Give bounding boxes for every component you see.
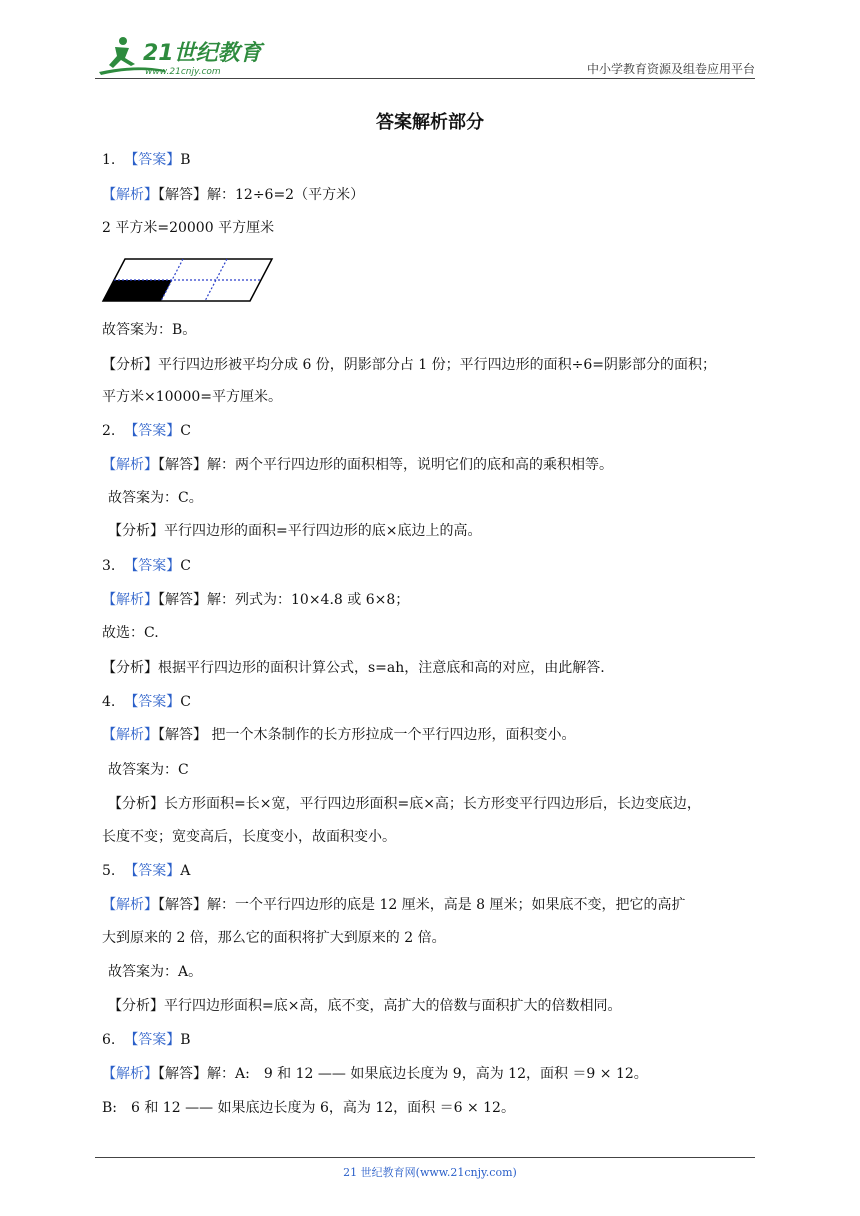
text-line: 【分析】平行四边形面积=底×高，底不变，高扩大的倍数与面积扩大的倍数相同。 <box>108 998 622 1014</box>
answer-line-6 <box>102 1030 191 1050</box>
analysis-tag: 【解析】 <box>102 727 158 743</box>
logo-text: 21世纪教育 <box>143 41 262 66</box>
logo-url: www.21cnjy.com <box>145 67 221 77</box>
analysis-tag: 【解析】 <box>102 592 158 608</box>
analysis-tag: 【解析】 <box>102 457 158 473</box>
text-line: 【分析】长方形面积=长×宽，平行四边形面积=底×高；长方形变平行四边形后，长边变底边， <box>108 796 701 812</box>
answer-tag: 【答案】 <box>124 558 181 574</box>
analysis-text: 【解答】解：列式为：10×4.8 或 6×8； <box>158 592 410 608</box>
text-line: 故答案为：C <box>108 762 189 778</box>
answer-value: B <box>180 152 191 168</box>
answer-value: C <box>180 694 191 710</box>
text-line: 故选：C. <box>102 625 159 641</box>
text-line: 2 平方米=20000 平方厘米 <box>102 220 275 236</box>
question-number: 1. <box>102 152 116 168</box>
text-line: B: 6 和 12 —— 如果底边长度为 6，高为 12，面积 ＝6 × 12。 <box>102 1100 515 1116</box>
analysis-tag: 【解析】 <box>102 187 158 203</box>
analysis-tag: 【解析】 <box>102 1066 158 1082</box>
answer-line-2 <box>102 421 191 441</box>
header-divider <box>95 78 755 79</box>
analysis-line <box>102 1064 648 1084</box>
answer-line-1 <box>102 150 191 170</box>
answer-value: A <box>180 863 191 879</box>
analysis-text: 【解答】解：12÷6=2（平方米） <box>158 187 365 203</box>
analysis-text: 【解答】解：一个平行四边形的底是 12 厘米，高是 8 厘米；如果底不变，把它的高扩 <box>158 897 686 913</box>
text-line: 【分析】平行四边形的面积=平行四边形的底×底边上的高。 <box>108 523 482 539</box>
page-title: 答案解析部分 <box>376 112 484 133</box>
site-logo <box>95 34 295 78</box>
question-number: 3. <box>102 558 116 574</box>
answer-tag: 【答案】 <box>124 1032 181 1048</box>
answer-tag: 【答案】 <box>124 863 181 879</box>
text-line: 【分析】平行四边形被平均分成 6 份，阴影部分占 1 份；平行四边形的面积÷6=阴影部分的面积； <box>102 357 716 373</box>
analysis-line <box>102 185 364 205</box>
answer-tag: 【答案】 <box>124 423 181 439</box>
text-line: 故答案为：C。 <box>108 490 203 506</box>
shaded-part <box>103 280 172 301</box>
answer-line-5 <box>102 861 190 881</box>
question-number: 4. <box>102 694 116 710</box>
analysis-line <box>102 590 409 610</box>
text-line: 故答案为：B。 <box>102 322 197 338</box>
text-line: 【分析】根据平行四边形的面积计算公式，s=ah，注意底和高的对应，由此解答. <box>102 660 605 676</box>
analysis-line <box>102 455 613 475</box>
answer-tag: 【答案】 <box>124 694 181 710</box>
parallelogram-figure <box>100 255 275 305</box>
analysis-text: 【解答】 把一个木条制作的长方形拉成一个平行四边形，面积变小。 <box>158 727 576 743</box>
answer-line-4 <box>102 692 191 712</box>
question-number: 6. <box>102 1032 116 1048</box>
platform-name: 中小学教育资源及组卷应用平台 <box>586 62 755 76</box>
text-line: 平方米×10000=平方厘米。 <box>102 389 282 405</box>
text-line: 长度不变；宽变高后，长度变小，故面积变小。 <box>102 829 396 845</box>
footer-divider <box>95 1157 755 1158</box>
analysis-text: 【解答】解：A: 9 和 12 —— 如果底边长度为 9，高为 12，面积 ＝9 × 12。 <box>158 1066 648 1082</box>
analysis-text: 【解答】解：两个平行四边形的面积相等，说明它们的底和高的乘积相等。 <box>158 457 613 473</box>
footer-text: 21 世纪教育网(www.21cnjy.com) <box>343 1166 517 1179</box>
text-line: 故答案为：A。 <box>108 964 203 980</box>
answer-value: C <box>180 423 191 439</box>
answer-value: B <box>180 1032 191 1048</box>
analysis-line <box>102 725 575 745</box>
analysis-line <box>102 895 686 915</box>
answer-line-3 <box>102 556 191 576</box>
page-header <box>95 30 755 80</box>
question-number: 5. <box>102 863 116 879</box>
answer-value: C <box>180 558 191 574</box>
analysis-tag: 【解析】 <box>102 897 158 913</box>
text-line: 大到原来的 2 倍，那么它的面积将扩大到原来的 2 倍。 <box>102 930 446 946</box>
answer-tag: 【答案】 <box>124 152 181 168</box>
question-number: 2. <box>102 423 116 439</box>
